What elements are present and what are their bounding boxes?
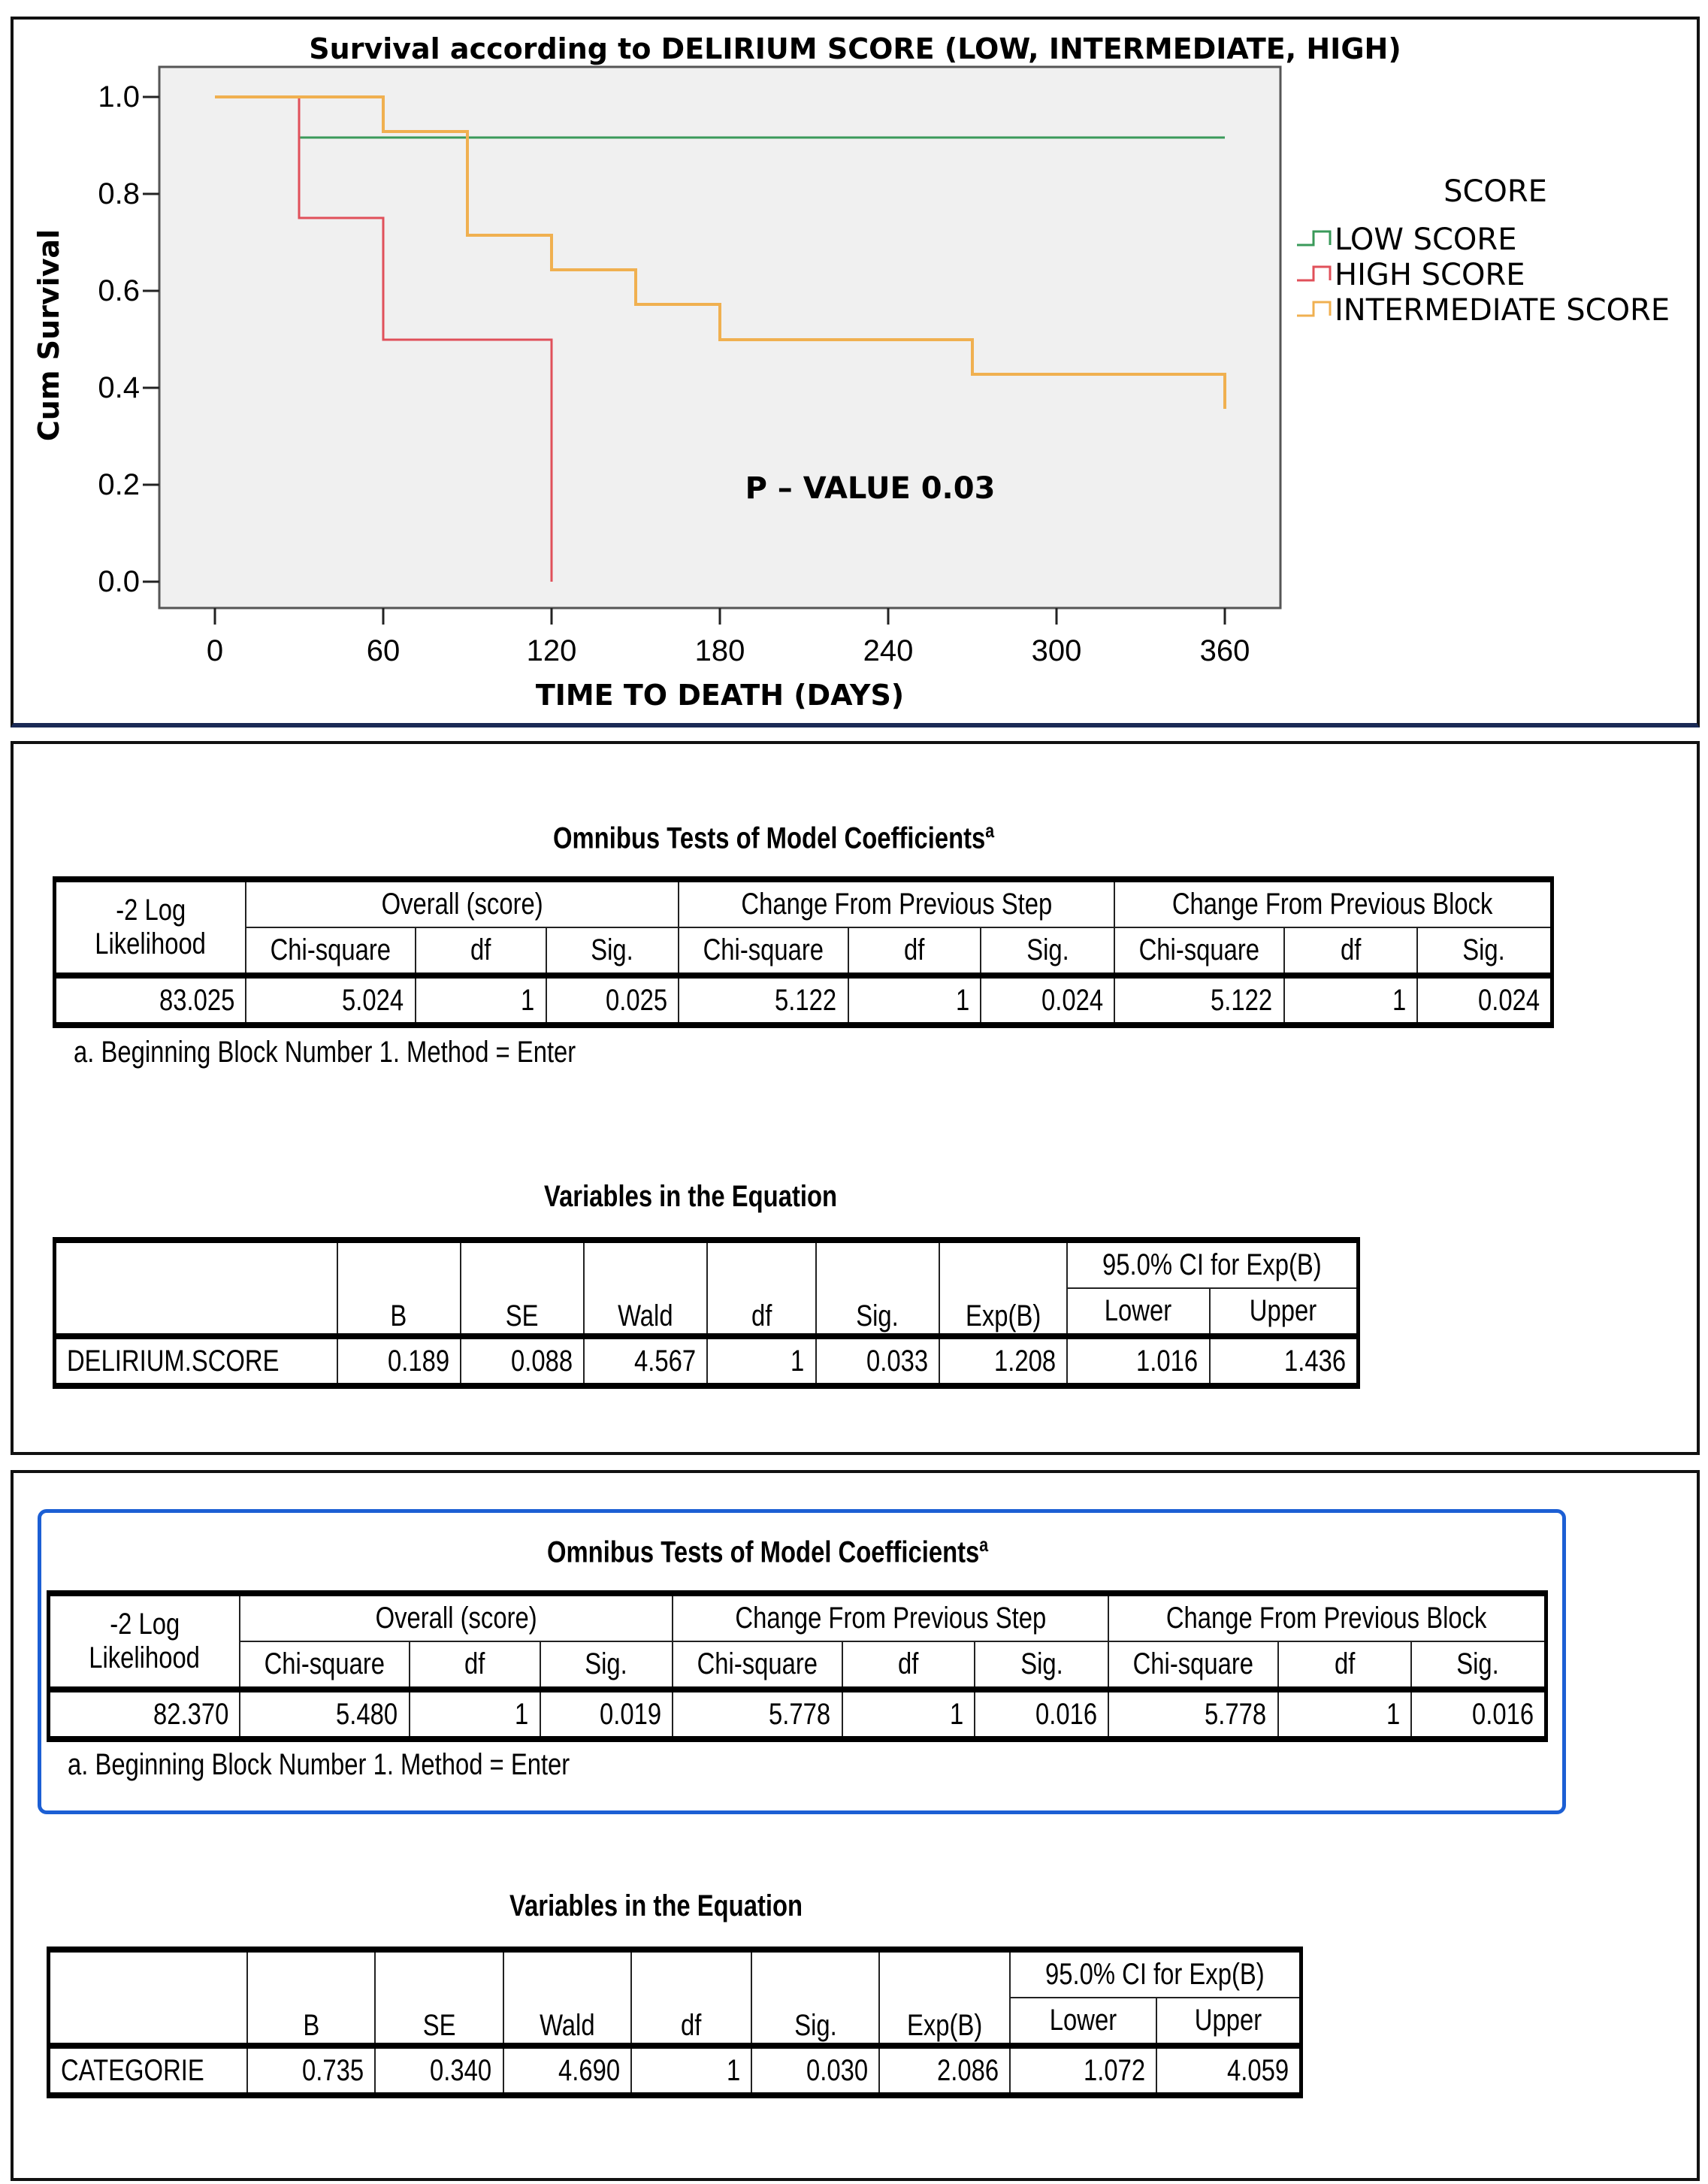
header-text: Sig. bbox=[1026, 933, 1069, 966]
col-header bbox=[879, 1950, 1010, 2046]
header-text: 95.0% CI for Exp(B) bbox=[1102, 1248, 1322, 1281]
header-text: Exp(B) bbox=[965, 1299, 1041, 1332]
legend-label: LOW SCORE bbox=[1335, 222, 1517, 257]
header-text: df bbox=[681, 2009, 702, 2042]
cell bbox=[1067, 1336, 1209, 1386]
col-header bbox=[503, 1950, 631, 2046]
header-text: Sig. bbox=[1456, 1647, 1500, 1680]
x-tick-label: 300 bbox=[1031, 634, 1082, 667]
omnibus-footnote: a. Beginning Block Number 1. Method = Enter bbox=[74, 1036, 576, 1069]
header-text: Change From Previous Block bbox=[1166, 1602, 1487, 1635]
x-axis-title: TIME TO DEATH (DAYS) bbox=[535, 679, 905, 712]
header-text: B bbox=[302, 2009, 319, 2042]
header-text: Overall (score) bbox=[381, 888, 543, 921]
cell bbox=[1114, 976, 1284, 1025]
header-text: Wald bbox=[539, 2009, 595, 2042]
group-header-overall bbox=[240, 1593, 673, 1641]
variables-table bbox=[53, 1237, 1360, 1389]
y-axis bbox=[143, 97, 159, 582]
cell-value: 5.024 bbox=[342, 983, 404, 1017]
header-text: B bbox=[390, 1299, 407, 1332]
cell-value: 0.024 bbox=[1041, 983, 1103, 1017]
x-axis bbox=[215, 608, 1225, 625]
col-header-upper bbox=[1210, 1288, 1359, 1336]
cell-value: 1 bbox=[515, 1697, 529, 1731]
x-tick-label: 60 bbox=[366, 634, 401, 667]
cell bbox=[240, 1689, 410, 1739]
legend-item-intermediate bbox=[1297, 293, 1670, 328]
x-tick-labels bbox=[207, 634, 1250, 667]
cell-value: 5.122 bbox=[1211, 983, 1273, 1017]
cell-value: 1.436 bbox=[1283, 1344, 1346, 1378]
col-header bbox=[461, 1240, 584, 1336]
row-label bbox=[55, 1336, 337, 1386]
variables-table-title: Variables in the Equation bbox=[544, 1180, 838, 1213]
x-tick-label: 120 bbox=[526, 634, 577, 667]
cell bbox=[673, 1689, 842, 1739]
empty-corner bbox=[55, 1240, 337, 1336]
cell-value: 82.370 bbox=[153, 1697, 228, 1731]
cell-value: 1 bbox=[726, 2053, 740, 2087]
legend-item-low bbox=[1297, 222, 1516, 257]
cell bbox=[1284, 976, 1417, 1025]
cell-value: 0.016 bbox=[1035, 1697, 1097, 1731]
x-tick-label: 0 bbox=[206, 634, 224, 667]
y-tick-label: 0.0 bbox=[98, 565, 140, 598]
cell-value: 0.019 bbox=[599, 1697, 661, 1731]
row-label bbox=[49, 2046, 247, 2095]
col-header bbox=[1411, 1641, 1546, 1689]
row-label-text: CATEGORIE bbox=[61, 2053, 204, 2087]
cell-value: 2.086 bbox=[937, 2053, 999, 2087]
col-header bbox=[1417, 927, 1552, 976]
header-text: df bbox=[464, 1647, 485, 1680]
header-text: Chi-square bbox=[264, 1647, 385, 1680]
cell-value: 1 bbox=[1386, 1697, 1400, 1731]
col-header bbox=[939, 1240, 1068, 1336]
cell bbox=[416, 976, 546, 1025]
cell-value: 5.480 bbox=[336, 1697, 398, 1731]
col-header bbox=[240, 1641, 410, 1689]
col-header bbox=[751, 1950, 879, 2046]
cell-value: 1 bbox=[1392, 983, 1406, 1017]
cell bbox=[751, 2046, 879, 2095]
cell bbox=[631, 2046, 751, 2095]
header-text: Overall (score) bbox=[375, 1602, 537, 1635]
header-text: Chi-square bbox=[703, 933, 824, 966]
cell bbox=[1417, 976, 1552, 1025]
cell bbox=[246, 976, 416, 1025]
cell-loglik bbox=[49, 1689, 240, 1739]
cell bbox=[1411, 1689, 1546, 1739]
cell-value: 4.567 bbox=[633, 1344, 696, 1378]
loglik-header bbox=[49, 1593, 240, 1689]
cell bbox=[375, 2046, 503, 2095]
cell-value: 0.025 bbox=[605, 983, 667, 1017]
cell bbox=[848, 976, 981, 1025]
header-text: Change From Previous Step bbox=[741, 888, 1052, 921]
cell bbox=[1210, 1336, 1359, 1386]
cell bbox=[503, 2046, 631, 2095]
col-header bbox=[707, 1240, 816, 1336]
omnibus-title-text: Omnibus Tests of Model Coefficients bbox=[547, 1535, 980, 1569]
col-header bbox=[584, 1240, 707, 1336]
header-text: df bbox=[751, 1299, 772, 1332]
header-text: Sig. bbox=[794, 2009, 837, 2042]
cell bbox=[981, 976, 1114, 1025]
cell bbox=[679, 976, 848, 1025]
group-header-step bbox=[679, 879, 1114, 927]
col-header bbox=[546, 927, 679, 976]
footnote-marker: a bbox=[979, 1533, 989, 1556]
header-text: Lower bbox=[1105, 1294, 1172, 1327]
p-value-annotation: P – VALUE 0.03 bbox=[745, 471, 996, 506]
header-text: df bbox=[898, 1647, 919, 1680]
survival-chart-panel bbox=[11, 17, 1700, 727]
header-text: df bbox=[1334, 1647, 1355, 1680]
legend-item-high bbox=[1297, 258, 1525, 292]
col-header bbox=[337, 1240, 461, 1336]
col-header bbox=[848, 927, 981, 976]
cell bbox=[540, 1689, 673, 1739]
col-header bbox=[1278, 1641, 1411, 1689]
header-text: Change From Previous Step bbox=[735, 1602, 1046, 1635]
cell-value: 0.016 bbox=[1471, 1697, 1534, 1731]
header-text: -2 Log bbox=[109, 1608, 180, 1641]
cell-value: 1.072 bbox=[1083, 2053, 1145, 2087]
cell bbox=[584, 1336, 707, 1386]
cell-value: 0.340 bbox=[430, 2053, 492, 2087]
cell bbox=[546, 976, 679, 1025]
cell-value: 0.024 bbox=[1477, 983, 1540, 1017]
y-tick-label: 0.6 bbox=[98, 274, 140, 307]
cell bbox=[337, 1336, 461, 1386]
col-header bbox=[673, 1641, 842, 1689]
cell bbox=[1156, 2046, 1301, 2095]
table-row bbox=[55, 976, 1552, 1025]
cell bbox=[939, 1336, 1068, 1386]
legend-step-icon bbox=[1297, 231, 1330, 245]
model1-output-panel bbox=[11, 741, 1700, 1455]
x-tick-label: 360 bbox=[1199, 634, 1250, 667]
omnibus-table bbox=[53, 876, 1554, 1028]
variables-table-title: Variables in the Equation bbox=[509, 1889, 803, 1922]
col-header bbox=[679, 927, 848, 976]
ci-group-header bbox=[1067, 1240, 1358, 1288]
cell bbox=[879, 2046, 1010, 2095]
header-text: Sig. bbox=[1462, 933, 1506, 966]
cell bbox=[1010, 2046, 1156, 2095]
variables-header-row bbox=[55, 1240, 1359, 1288]
y-tick-label: 1.0 bbox=[98, 80, 140, 113]
cell-value: 0.189 bbox=[387, 1344, 449, 1378]
col-header bbox=[416, 927, 546, 976]
y-tick-label: 0.2 bbox=[98, 468, 140, 501]
variables-table bbox=[47, 1947, 1303, 2098]
y-axis-title: Cum Survival bbox=[32, 228, 65, 442]
cell bbox=[1278, 1689, 1411, 1739]
header-text: Upper bbox=[1194, 2004, 1262, 2037]
cell bbox=[461, 1336, 584, 1386]
col-header bbox=[975, 1641, 1108, 1689]
cell-value: 1.208 bbox=[994, 1344, 1057, 1378]
cell-loglik bbox=[55, 976, 246, 1025]
header-text: Lower bbox=[1049, 2004, 1117, 2037]
cell-value: 5.778 bbox=[1205, 1697, 1267, 1731]
omnibus-subheader-row bbox=[49, 1641, 1546, 1689]
cell-value: 1 bbox=[956, 983, 970, 1017]
row-label-text: DELIRIUM.SCORE bbox=[67, 1344, 280, 1378]
header-text: Chi-square bbox=[697, 1647, 818, 1680]
cell-value: 0.088 bbox=[510, 1344, 573, 1378]
legend-label: HIGH SCORE bbox=[1335, 258, 1525, 292]
header-text: Likelihood bbox=[89, 1641, 201, 1674]
header-text: 95.0% CI for Exp(B) bbox=[1045, 1958, 1265, 1991]
header-text: Change From Previous Block bbox=[1172, 888, 1493, 921]
col-header bbox=[247, 1950, 375, 2046]
col-header bbox=[410, 1641, 540, 1689]
omnibus-table bbox=[47, 1590, 1548, 1742]
col-header-lower bbox=[1067, 1288, 1209, 1336]
col-header bbox=[816, 1240, 939, 1336]
header-text: Sig. bbox=[1020, 1647, 1063, 1680]
cell bbox=[707, 1336, 816, 1386]
header-text: df bbox=[1340, 933, 1361, 966]
legend-label: INTERMEDIATE SCORE bbox=[1335, 293, 1670, 328]
footnote-marker: a bbox=[985, 819, 995, 842]
header-text: -2 Log bbox=[115, 894, 186, 927]
empty-corner bbox=[49, 1950, 247, 2046]
header-text: Likelihood bbox=[95, 927, 207, 960]
cell-value: 4.690 bbox=[558, 2053, 620, 2087]
table-row bbox=[49, 2046, 1301, 2095]
cell bbox=[816, 1336, 939, 1386]
legend-step-icon bbox=[1297, 302, 1330, 316]
col-header bbox=[540, 1641, 673, 1689]
cell bbox=[975, 1689, 1108, 1739]
header-text: Sig. bbox=[591, 933, 634, 966]
cell-value: 1.016 bbox=[1136, 1344, 1199, 1378]
omnibus-subheader-row bbox=[55, 927, 1552, 976]
chart-legend bbox=[1297, 174, 1670, 328]
col-header bbox=[842, 1641, 975, 1689]
header-text: Chi-square bbox=[270, 933, 391, 966]
cell bbox=[410, 1689, 540, 1739]
omnibus-header-row bbox=[49, 1593, 1546, 1641]
col-header-upper bbox=[1156, 1998, 1301, 2046]
header-text: Sig. bbox=[585, 1647, 628, 1680]
omnibus-header-row bbox=[55, 879, 1552, 927]
table-row bbox=[55, 1336, 1359, 1386]
cell-value: 4.059 bbox=[1226, 2053, 1289, 2087]
cell-value: 5.778 bbox=[769, 1697, 831, 1731]
group-header-overall bbox=[246, 879, 679, 927]
omnibus-table-title bbox=[553, 819, 994, 855]
col-header bbox=[375, 1950, 503, 2046]
cell bbox=[842, 1689, 975, 1739]
cell-value: 1 bbox=[950, 1697, 964, 1731]
legend-title: SCORE bbox=[1443, 174, 1547, 209]
ci-group-header bbox=[1010, 1950, 1301, 1998]
chart-title: Survival according to DELIRIUM SCORE (LOW, INTERMEDIATE, HIGH) bbox=[309, 32, 1401, 65]
header-text: Sig. bbox=[856, 1299, 899, 1332]
cell bbox=[1108, 1689, 1278, 1739]
header-text: SE bbox=[505, 1299, 539, 1332]
cell-value: 0.030 bbox=[806, 2053, 869, 2087]
header-text: Chi-square bbox=[1138, 933, 1259, 966]
survival-chart bbox=[14, 20, 1700, 726]
header-text: df bbox=[904, 933, 925, 966]
group-header-block bbox=[1108, 1593, 1546, 1641]
x-tick-label: 180 bbox=[694, 634, 745, 667]
col-header bbox=[1284, 927, 1417, 976]
col-header bbox=[1108, 1641, 1278, 1689]
header-text: Exp(B) bbox=[907, 2009, 983, 2042]
cell-value: 83.025 bbox=[159, 983, 234, 1017]
cell-value: 1 bbox=[791, 1344, 805, 1378]
col-header bbox=[246, 927, 416, 976]
header-text: Upper bbox=[1250, 1294, 1317, 1327]
col-header bbox=[981, 927, 1114, 976]
model2-output-panel bbox=[11, 1470, 1700, 2181]
y-tick-labels bbox=[98, 80, 140, 598]
header-text: Chi-square bbox=[1132, 1647, 1253, 1680]
group-header-block bbox=[1114, 879, 1552, 927]
omnibus-footnote: a. Beginning Block Number 1. Method = Enter bbox=[68, 1748, 570, 1781]
cell-value: 0.033 bbox=[866, 1344, 928, 1378]
col-header bbox=[1114, 927, 1284, 976]
x-tick-label: 240 bbox=[863, 634, 914, 667]
omnibus-title-text: Omnibus Tests of Model Coefficients bbox=[553, 821, 986, 855]
group-header-step bbox=[673, 1593, 1108, 1641]
cell-value: 1 bbox=[521, 983, 535, 1017]
loglik-header bbox=[55, 879, 246, 976]
table-row bbox=[49, 1689, 1546, 1739]
cell bbox=[247, 2046, 375, 2095]
header-text: Wald bbox=[618, 1299, 673, 1332]
y-tick-label: 0.8 bbox=[98, 177, 140, 210]
legend-step-icon bbox=[1297, 267, 1330, 280]
variables-header-row bbox=[49, 1950, 1301, 1998]
col-header bbox=[631, 1950, 751, 2046]
header-text: df bbox=[470, 933, 491, 966]
omnibus-table-title bbox=[547, 1533, 988, 1569]
cell-value: 5.122 bbox=[775, 983, 837, 1017]
y-tick-label: 0.4 bbox=[98, 371, 140, 404]
cell-value: 0.735 bbox=[301, 2053, 364, 2087]
col-header-lower bbox=[1010, 1998, 1156, 2046]
header-text: SE bbox=[422, 2009, 456, 2042]
